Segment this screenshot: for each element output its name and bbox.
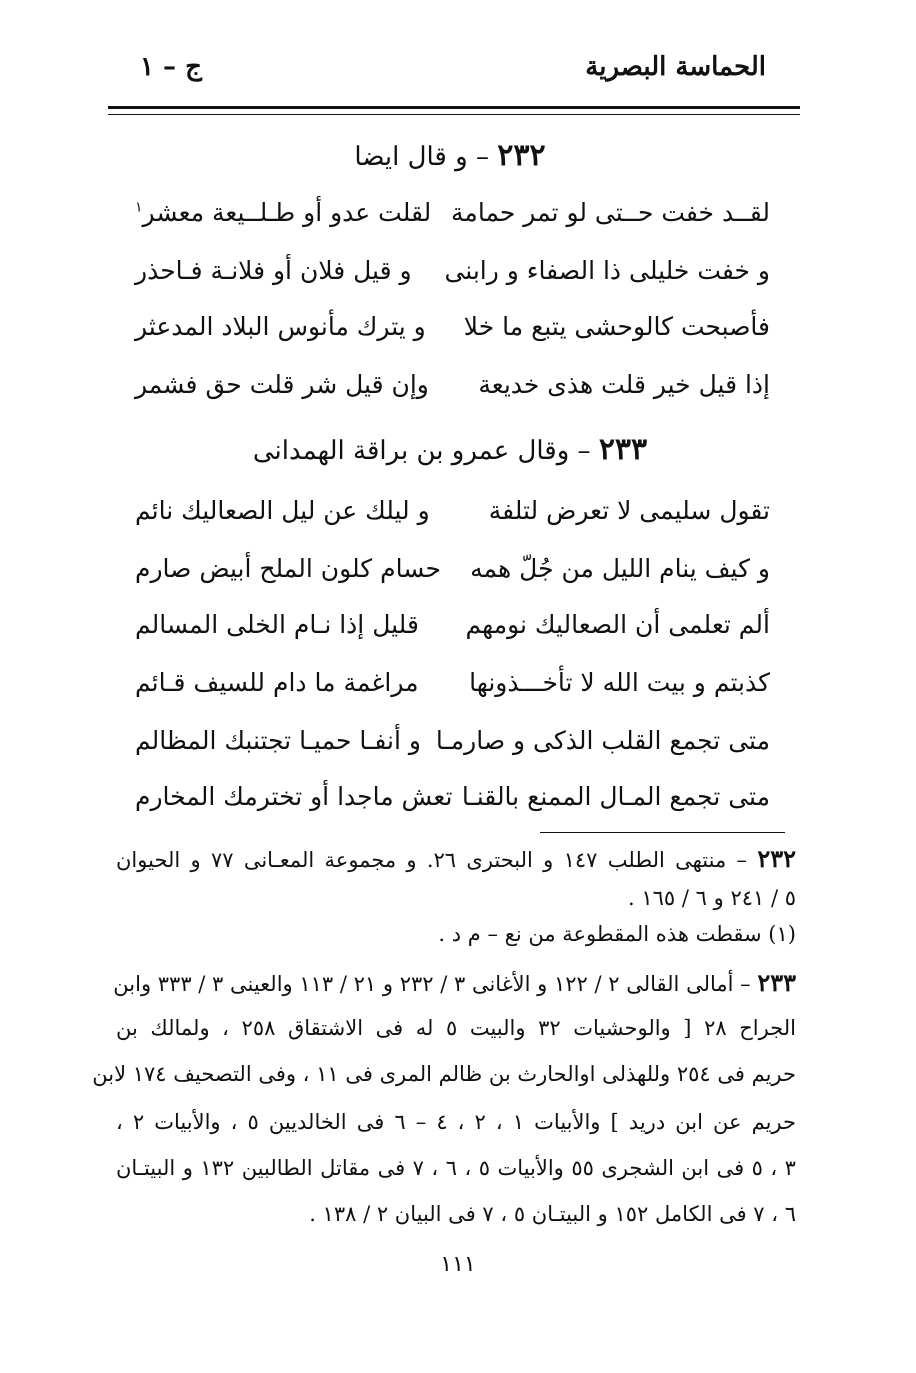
footnote-mark: ١: [135, 199, 143, 216]
footnote-233-line: ٦ ، ٧ فى الكامل ١٥٢ و البيتـان ٥ ، ٧ فى البيان ٢ / ١٣٨ .: [309, 1202, 796, 1226]
verse-first-hemistich: و خفت خليلى ذا الصفاء و رابنى: [444, 256, 770, 285]
footnote-number: ٢٣٣: [757, 968, 796, 997]
book-title: الحماسة البصرية: [585, 52, 766, 82]
verse-line: [135, 312, 770, 356]
footnote-232-line: ٥ / ٢٤١ و ٦ / ١٦٥ .: [628, 886, 796, 910]
volume-label: ج – ١: [140, 52, 202, 82]
section-heading-233: [130, 432, 770, 467]
footnote-233-line: حريم فى ٢٥٤ وللهذلى اوالحارث بن ظالم المرى فى ١١ ، وفى التصحيف ١٧٤ لابن: [92, 1062, 796, 1086]
footnote-number: ٢٣٢: [757, 844, 796, 873]
verse-second-hemistich: و أنفـا حميـا تجتنبك المظالم: [135, 726, 421, 755]
verse-second-hemistich: حسام كلون الملح أبيض صارم: [135, 554, 441, 583]
verse-second-hemistich: و يترك مأنوس البلاد المدعثر: [135, 312, 426, 341]
footnote-note-1: (١) سقطت هذه المقطوعة من نع – م د .: [438, 922, 796, 946]
verse-line: [135, 370, 770, 414]
verse-line: [135, 554, 770, 598]
verse-line: [135, 668, 770, 712]
page-number: ١١١: [440, 1252, 476, 1277]
verse-line: [135, 496, 770, 540]
verse-line: [135, 726, 770, 770]
verse-second-hemistich: و ليلك عن ليل الصعاليك نائم: [135, 496, 430, 525]
verse-first-hemistich: متى تجمع القلب الذكى و صارمـا: [435, 726, 770, 755]
verse-second-hemistich: تعش ماجدا أو تخترمك المخارم: [135, 782, 453, 811]
section-title: – وقال عمرو بن براقة الهمدانى: [252, 436, 591, 466]
section-number: ٢٣٣: [598, 432, 648, 467]
verse-second-hemistich: وإن قيل شر قلت حق فشمر: [135, 370, 429, 399]
verse-second-hemistich: مراغمة ما دام للسيف قـائم: [135, 668, 419, 697]
verse-first-hemistich: متى تجمع المـال الممنع بالقنـا: [461, 782, 770, 811]
footnote-text: – منتهى الطلب ١٤٧ و البحترى ٢٦. و مجموعة المعـانى ٧٧ و الحيوان: [116, 848, 748, 872]
verse-second-hemistich: [135, 198, 431, 227]
verse-first-hemistich: و كيف ينام الليل من جُلّ همه: [470, 554, 770, 583]
section-number: ٢٣٢: [497, 138, 546, 173]
footnote-text: – أمالى القالى ٢ / ١٢٢ و الأغانى ٣ / ٢٣٢ و ٢١ / ١١٣ والعينى ٣ / ٣٣٣ وابن: [113, 972, 751, 996]
verse-second-hemistich: قليل إذا نـام الخلى المسالم: [135, 610, 419, 639]
footnote-233-line: [113, 968, 796, 997]
verse-second-text: لقلت عدو أو طـلــيعة معشر: [142, 198, 432, 227]
verse-first-hemistich: تقول سليمى لا تعرض لتلفة: [488, 496, 770, 525]
footnote-separator: [540, 832, 785, 833]
footnote-233-line: الجراح ٢٨ [ والوحشيات ٣٢ والبيت ٥ له فى الاشتقاق ٢٥٨ ، ولمالك بن: [116, 1016, 796, 1040]
verse-line: [135, 256, 770, 300]
verse-first-hemistich: إذا قيل خير قلت هذى خديعة: [478, 370, 770, 399]
section-heading-232: [130, 138, 770, 173]
section-title: – و قال ايضا: [354, 142, 489, 172]
verse-line: [135, 610, 770, 654]
header-rule-thin: [108, 114, 800, 115]
verse-line: [135, 782, 770, 826]
verse-first-hemistich: فأصبحت كالوحشى يتبع ما خلا: [463, 312, 770, 341]
footnote-233-line: ٣ ، ٥ فى ابن الشجرى ٥٥ والأبيات ٥ ، ٦ ، ٧ فى مقاتل الطالبين ١٣٢ و البيتـان: [116, 1156, 796, 1180]
verse-line: [135, 198, 770, 242]
verse-first-hemistich: ألم تعلمى أن الصعاليك نومهم: [465, 610, 770, 639]
verse-first-hemistich: لقــد خفت حــتى لو تمر حمامة: [451, 198, 770, 227]
verse-first-hemistich: كذبتم و بيت الله لا تأخـــذونها: [469, 668, 770, 697]
verse-second-hemistich: و قيل فلان أو فلانـة فـاحذر: [135, 256, 412, 285]
header-rule-thick: [108, 106, 800, 109]
footnote-232-line: [116, 844, 796, 873]
footnote-233-line: حريم عن ابن دريد ] والأبيات ١ ، ٢ ، ٤ – ٦ فى الخالديين ٥ ، والأبيات ٢ ،: [116, 1110, 796, 1134]
